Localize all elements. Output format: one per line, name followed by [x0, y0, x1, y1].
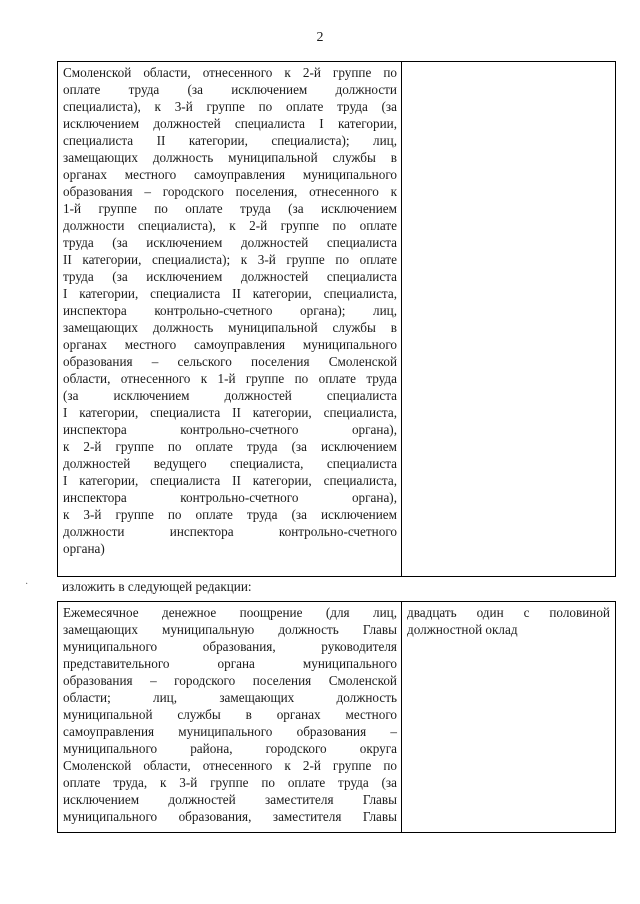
- text-line: области; лиц, замещающих должность: [63, 690, 397, 705]
- text-line: II категории, специалиста); к 3-й группе по оплате: [63, 252, 397, 267]
- text-line: труда (за исключением должностей специалиста: [63, 269, 397, 284]
- text-line: муниципального района, городского округа: [63, 741, 397, 756]
- text-line: труда (за исключением должностей специалиста: [63, 235, 397, 250]
- text-line: органах местного самоуправления муниципального: [63, 337, 397, 352]
- text-line: оплате труда (за исключением должности: [63, 82, 397, 97]
- text-line: к 2-й группе по оплате труда (за исключением: [63, 439, 397, 454]
- text-line: 1-й группе по оплате труда (за исключением: [63, 201, 397, 216]
- allowance-amount-cell: [402, 62, 615, 576]
- text-line: Смоленской области, отнесенного к 2-й группе по: [63, 65, 397, 80]
- text-line: образования – городского поселения, отнесенного к: [63, 184, 397, 199]
- amendment-intro: изложить в следующей редакции:: [62, 579, 252, 594]
- text-line: замещающих должность муниципальной службы в: [63, 320, 397, 335]
- text-line: двадцать один с половиной: [407, 605, 610, 620]
- text-line: замещающих муниципальную должность Главы: [63, 622, 397, 637]
- text-line: должности специалиста), к 2-й группе по оплате: [63, 218, 397, 233]
- allowance-table-new-edition: [57, 601, 616, 833]
- text-line: инспектора контрольно-счетного органа),: [63, 490, 397, 505]
- text-line: I категории, специалиста II категории, специалиста,: [63, 286, 397, 301]
- text-line: муниципального образования, заместителя Главы: [63, 809, 397, 824]
- text-line: муниципального образования, руководителя: [63, 639, 397, 654]
- text-line: I категории, специалиста II категории, специалиста,: [63, 405, 397, 420]
- text-line: (за исключением должностей специалиста: [63, 388, 397, 403]
- text-line: специалиста II категории, специалиста); лиц,: [63, 133, 397, 148]
- margin-mark: ·: [25, 579, 29, 590]
- text-line: инспектора контрольно-счетного органа),: [63, 422, 397, 437]
- text-line: исключением должностей специалиста I категории,: [63, 116, 397, 131]
- text-line: Ежемесячное денежное поощрение (для лиц,: [63, 605, 397, 620]
- page-number: 2: [316, 30, 324, 45]
- text-line: специалиста), к 3-й группе по оплате труда (за: [63, 99, 397, 114]
- text-line: инспектора контрольно-счетного органа); лиц,: [63, 303, 397, 318]
- text-line: к 3-й группе по оплате труда (за исключением: [63, 507, 397, 522]
- text-line: должностной оклад: [407, 622, 518, 637]
- text-line: I категории, специалиста II категории, специалиста,: [63, 473, 397, 488]
- text-line: должностей ведущего специалиста, специалиста: [63, 456, 397, 471]
- text-line: образования – сельского поселения Смоленской: [63, 354, 397, 369]
- text-line: оплате труда, к 3-й группе по оплате труда (за: [63, 775, 397, 790]
- allowance-table-continued: [57, 61, 616, 577]
- text-line: самоуправления муниципального образования –: [63, 724, 397, 739]
- text-line: образования – городского поселения Смоленской: [63, 673, 397, 688]
- text-line: замещающих должность муниципальной службы в: [63, 150, 397, 165]
- payment-amount-cell: [402, 602, 615, 832]
- text-line: представительного органа муниципального: [63, 656, 397, 671]
- text-line: должности инспектора контрольно-счетного: [63, 524, 397, 539]
- payment-description-cell: [58, 602, 402, 832]
- text-line: органах местного самоуправления муниципального: [63, 167, 397, 182]
- text-line: органа): [63, 541, 105, 556]
- text-line: Смоленской области, отнесенного к 2-й группе по: [63, 758, 397, 773]
- text-line: исключением должностей заместителя Главы: [63, 792, 397, 807]
- text-line: муниципальной службы в органах местного: [63, 707, 397, 722]
- position-description-cell: [58, 62, 402, 576]
- text-line: области, отнесенного к 1-й группе по оплате труда: [63, 371, 397, 386]
